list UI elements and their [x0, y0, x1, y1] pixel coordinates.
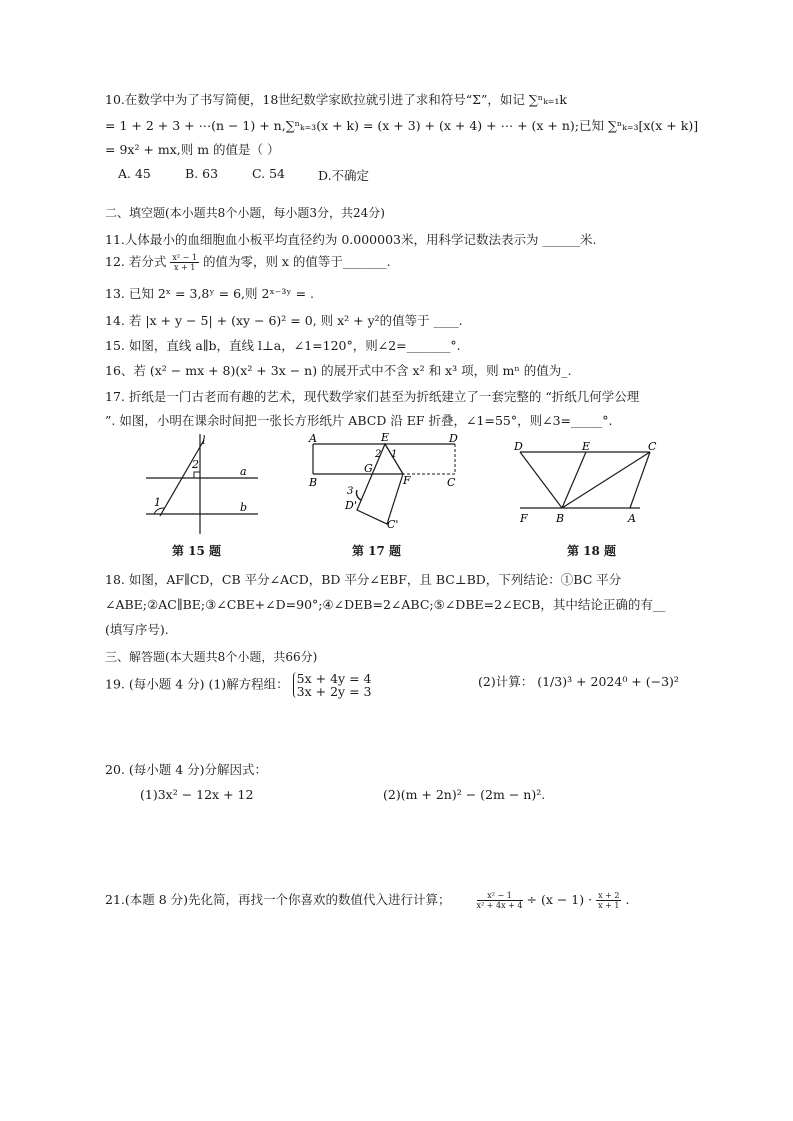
- q12-text: [105, 252, 391, 272]
- q10-option-b: B. 63: [185, 166, 219, 181]
- q17-line1: 17. 折纸是一门古老而有趣的艺术，现代数学家们甚至为折纸建立了一套完整的 “折纸几何学公理: [105, 389, 640, 404]
- q20-label: 20. (每小题 4 分)分解因式：: [105, 762, 268, 777]
- q11-text: 11.人体最小的血细胞血小板平均直径约为 0.000003米，用科学记数法表示为 ______米.: [105, 232, 597, 247]
- label-B: B: [556, 512, 565, 525]
- q18-line3: (填写序号).: [105, 622, 169, 637]
- q19-equation-system: [293, 672, 372, 698]
- label-A: A: [309, 432, 317, 445]
- q12-denominator: x + 1: [173, 263, 196, 272]
- q15-text: 15. 如图，直线 a∥b，直线 l⊥a，∠1=120°，则∠2=_______°.: [105, 338, 461, 353]
- label-angle2: 2: [192, 458, 199, 471]
- q21-end: .: [625, 892, 630, 907]
- label-Cprime: C': [387, 518, 399, 531]
- q21-f2-denominator: x + 1: [598, 901, 620, 910]
- caption-fig18: 第 18 题: [567, 544, 617, 558]
- label-D: D: [514, 440, 523, 453]
- q18-line2: ∠ABE;②AC∥BE;③∠CBE+∠D=90°;④∠DEB=2∠ABC;⑤∠DBE=2∠ECB，其中结论正确的有__: [105, 597, 666, 612]
- label-angle1: 1: [154, 496, 161, 509]
- figure-18: [510, 440, 660, 530]
- q10-option-a: A. 45: [118, 166, 151, 181]
- caption-fig15: 第 15 题: [172, 544, 222, 558]
- q19-label: 19. (每小题 4 分) (1)解方程组：: [105, 676, 289, 692]
- q21-operator: ÷ (x − 1) ·: [526, 892, 593, 907]
- label-a: a: [240, 465, 247, 478]
- q19-part2-prefix: (2)计算：: [478, 674, 534, 689]
- label-C: C: [447, 476, 456, 489]
- angle3-arc: [356, 490, 361, 500]
- q21-f2-numerator: x + 2: [598, 891, 620, 900]
- q17-line2: ”. 如图，小明在课余时间把一张长方形纸片 ABCD 沿 EF 折叠，∠1=55°，则∠3=_____°.: [105, 413, 613, 428]
- label-F: F: [403, 474, 411, 487]
- figure-17: [305, 430, 470, 535]
- q16-text: 16、若 (x² − mx + 8)(x² + 3x − n) 的展开式中不含 x² 和 x³ 项，则 mⁿ 的值为_.: [105, 363, 572, 378]
- q19-eq1: 5x + 4y = 4: [296, 671, 372, 686]
- q21-f1-numerator: x² − 1: [477, 891, 523, 901]
- q19-part2: [478, 672, 679, 690]
- segment-eb: [562, 452, 586, 508]
- label-b: b: [240, 501, 248, 514]
- q12-prefix: 12. 若分式: [105, 254, 167, 269]
- label-B: B: [309, 476, 318, 489]
- q21-fraction2: [596, 891, 621, 910]
- label-D: D: [449, 432, 458, 445]
- q21-f1-denominator: x² + 4x + 4: [476, 901, 523, 910]
- q20-part2: (2)(m + 2n)² − (2m − n)².: [383, 787, 546, 802]
- section2-title: 二、填空题(本小题共8个小题，每小题3分，共24分): [105, 206, 385, 220]
- q14-text: 14. 若 |x + y − 5| + (xy − 6)² = 0, 则 x² + y²的值等于 ____.: [105, 313, 463, 328]
- q12-numerator: x² − 1: [172, 253, 197, 262]
- label-E: E: [582, 440, 591, 453]
- q12-fraction: [170, 253, 199, 272]
- q10-line2: = 1 + 2 + 3 + ⋯(n − 1) + n,∑ⁿₖ₌₃(x + k) = (x + 3) + (x + 4) + ⋯ + (x + n);已知 ∑ⁿₖ₌₃[x(x + k)]: [105, 118, 699, 133]
- label-F: F: [520, 512, 528, 525]
- label-l: l: [202, 434, 206, 447]
- caption-fig17: 第 17 题: [352, 544, 402, 558]
- q13-text: 13. 已知 2ˣ = 3,8ʸ = 6,则 2ˣ⁻³ʸ = .: [105, 286, 315, 301]
- q21-line: [105, 890, 629, 910]
- right-angle-mark: [194, 472, 200, 478]
- label-C: C: [648, 440, 657, 453]
- figure-15: [140, 430, 260, 540]
- label-E: E: [381, 431, 390, 444]
- q18-line1: 18. 如图，AF∥CD，CB 平分∠ACD，BD 平分∠EBF，且 BC⊥BD，下列结论：①BC 平分: [105, 572, 622, 587]
- label-angle2: 2: [375, 449, 382, 460]
- q10-line1: 10.在数学中为了书写简便，18世纪数学家欧拉就引进了求和符号“Σ”，如记 ∑ⁿₖ₌₁k: [105, 92, 567, 107]
- q19-line: [105, 672, 371, 698]
- segment-cb: [562, 452, 650, 508]
- q19-eq2: 3x + 2y = 3: [296, 684, 372, 699]
- segment-ca: [630, 452, 650, 508]
- section3-title: 三、解答题(本大题共8个小题，共66分): [105, 650, 318, 664]
- label-Dprime: D': [345, 499, 357, 512]
- label-G: G: [364, 462, 373, 475]
- q21-text: 21.(本题 8 分)先化简，再找一个你喜欢的数值代入进行计算；: [105, 892, 451, 907]
- q10-option-d: D.不确定: [318, 168, 370, 183]
- q19-part2-expr: (1/3)³ + 2024⁰ + (−3)²: [537, 674, 679, 689]
- q21-fraction1: [477, 891, 523, 910]
- label-A: A: [628, 512, 636, 525]
- segment-db: [520, 452, 562, 508]
- q12-suffix: 的值为零，则 x 的值等于_______.: [202, 254, 391, 269]
- label-angle3: 3: [347, 486, 354, 497]
- label-angle1: 1: [391, 449, 398, 460]
- q20-part1: (1)3x² − 12x + 12: [140, 787, 254, 802]
- q10-line3: = 9x² + mx,则 m 的值是（ ）: [105, 142, 280, 157]
- q10-option-c: C. 54: [252, 166, 285, 181]
